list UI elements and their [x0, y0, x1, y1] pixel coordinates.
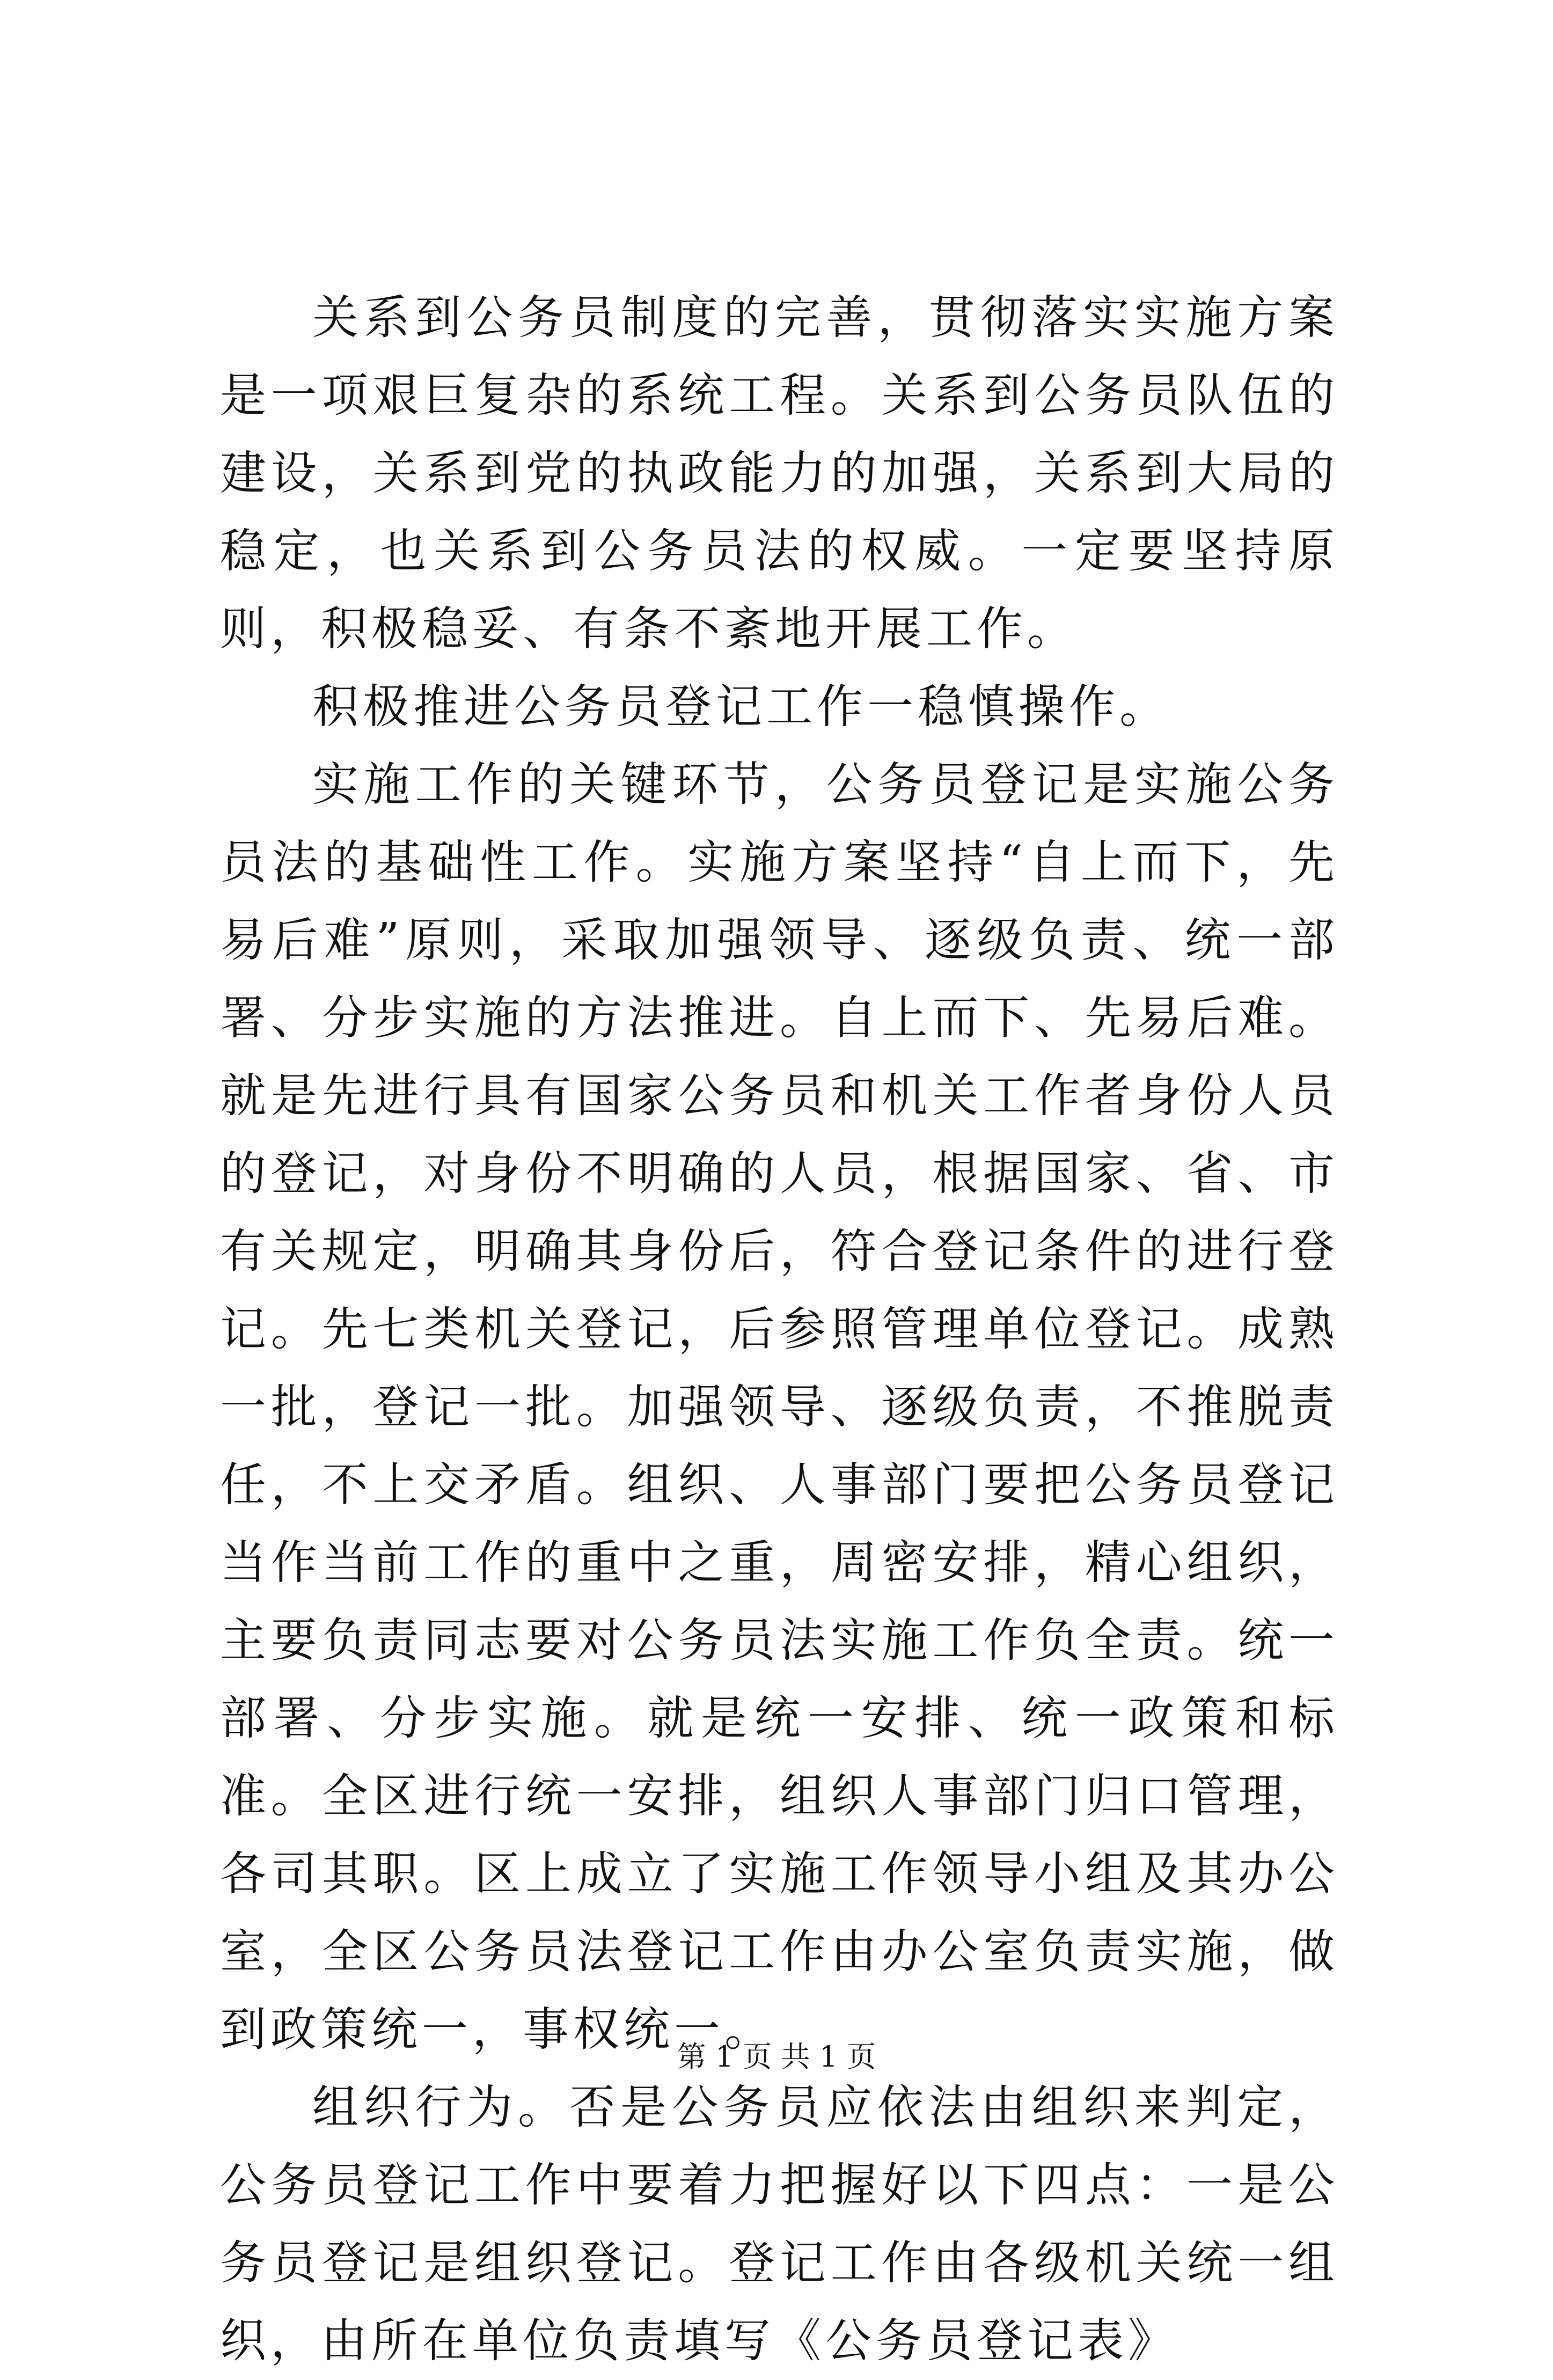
paragraph-4: 组织行为。否是公务员应依法由组织来判定，公务员登记工作中要着力把握好以下四点：一是公务员登记是组织登记。登记工作由各级机关统一组织，由所在单位负责填写《公务员登记表》	[220, 2081, 1339, 2368]
paragraph-3: 实施工作的关键环节，公务员登记是实施公务员法的基础性工作。实施方案坚持“自上而下，先易后难”原则，采取加强领导、逐级负责、统一部署、分步实施的方法推进。自上而下、先易后难。就是先进行具有国家公务员和机关工作者身份人员的登记，对身份不明确的人员，根据国家、省、市有关规定，明确其身份后，符合登记条件的进行登记。先七类机关登记，后参照管理单位登记。成熟一批，登记一批。加强领导、逐级负责，不推脱责任，不上交矛盾。组织、人事部门要把公务员登记当作当前工作的重中之重，周密安排，精心组织，主要负责同志要对公务员法实施工作负全责。统一部署、分步实施。就是统一安排、统一政策和标准。全区进行统一安排，组织人事部门归口管理，各司其职。区上成立了实施工作领导小组及其办公室，全区公务员法登记工作由办公室负责实施，做到政策统一，事权统一。	[220, 758, 1339, 2056]
paragraph-1: 关系到公务员制度的完善，贯彻落实实施方案是一项艰巨复杂的系统工程。关系到公务员队伍的建设，关系到党的执政能力的加强，关系到大局的稳定，也关系到公务员法的权威。一定要坚持原则，积极稳妥、有条不紊地开展工作。	[220, 291, 1339, 656]
paragraph-2: 积极推进公务员登记工作一稳慎操作。	[312, 680, 1170, 734]
page-footer: 第 1 页 共 1 页	[677, 2040, 876, 2074]
